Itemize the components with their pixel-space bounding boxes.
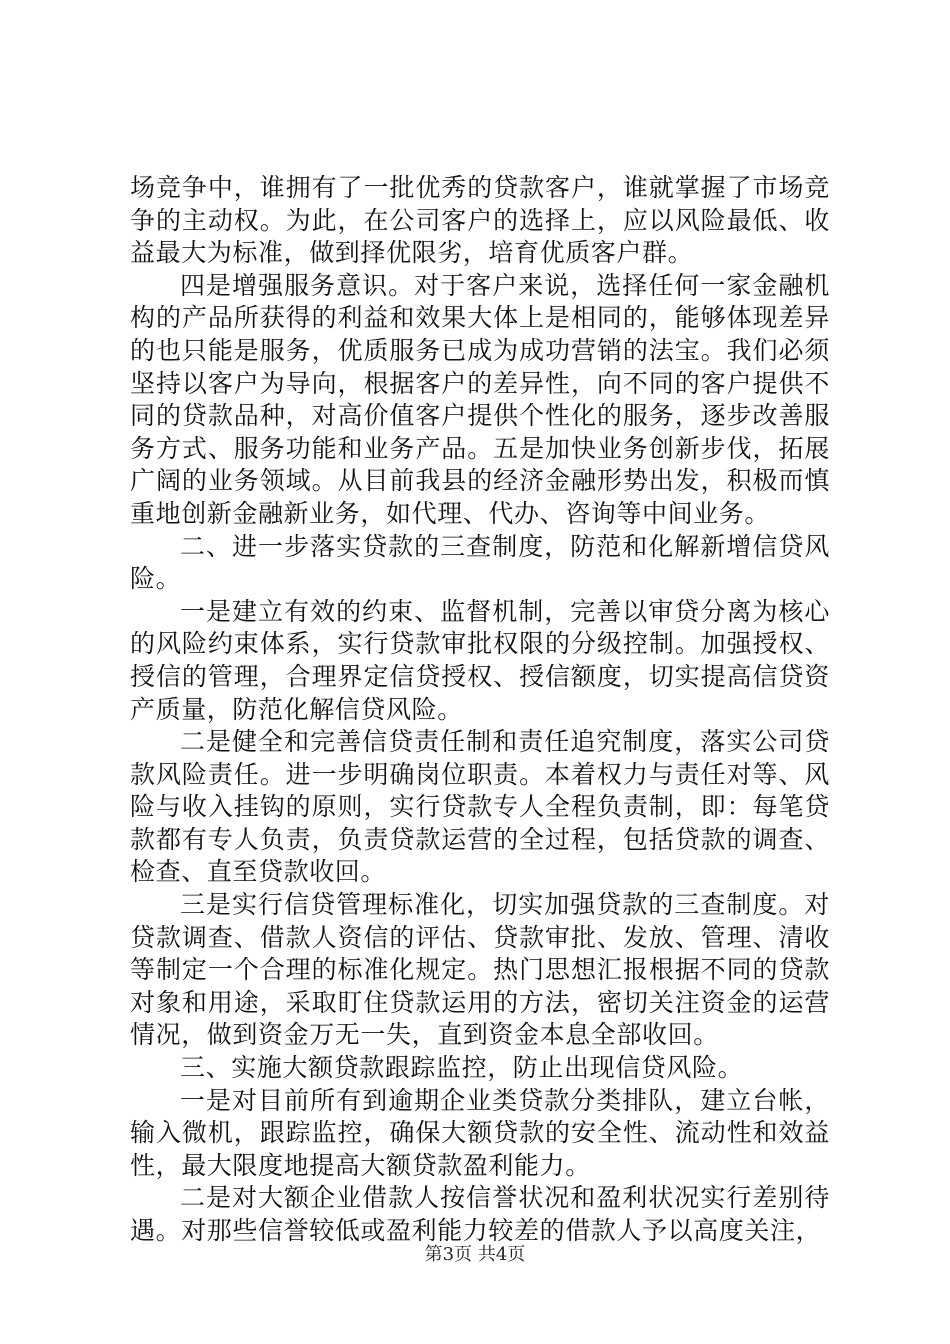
paragraph-6: 一是对目前所有到逾期企业类贷款分类排队，建立台帐，输入微机，跟踪监控，确保大额贷款的安全性、流动性和效益性，最大限度地提高大额贷款盈利能力。 — [130, 1085, 830, 1180]
paragraph-2: 四是增强服务意识。对于客户来说，选择任何一家金融机构的产品所获得的利益和效果大体上是相同的，能够体现差异的也只能是服务，优质服务已成为成功营销的法宝。我们必须坚持以客户为导向，根据客户的差异性，向不同的客户提供不同的贷款品种，对高价值客户提供个性化的服务，逐步改善服务方式、服务功能和业务产品。五是加快业务创新步伐，拓展广阔的业务领域。从目前我县的经济金融形势出发，积极而慎重地创新金融新业务，如代理、代办、咨询等中间业务。 — [130, 270, 830, 528]
paragraph-5: 三是实行信贷管理标准化，切实加强贷款的三查制度。对贷款调查、借款人资信的评估、贷款审批、发放、管理、清收等制定一个合理的标准化规定。热门思想汇报根据不同的贷款对象和用途，采取盯住贷款运用的方法，密切关注资金的运营情况，做到资金万无一失，直到资金本息全部收回。 — [130, 890, 830, 1050]
section-heading-2: 二、进一步落实贷款的三查制度，防范和化解新增信贷风险。 — [130, 531, 830, 594]
page-number-footer: 第3页 共4页 — [424, 1244, 526, 1265]
paragraph-1: 场竞争中，谁拥有了一批优秀的贷款客户，谁就掌握了市场竞争的主动权。为此，在公司客户的选择上，应以风险最低、收益最大为标准，做到择优限劣，培育优质客户群。 — [130, 173, 830, 268]
paragraph-4: 二是健全和完善信贷责任制和责任追究制度，落实公司贷款风险责任。进一步明确岗位职责。本着权力与责任对等、风险与收入挂钩的原则，实行贷款专人全程负责制，即：每笔贷款都有专人负责，负责贷款运营的全过程，包括贷款的调查、检查、直至贷款收回。 — [130, 727, 830, 887]
paragraph-7: 二是对大额企业借款人按信誉状况和盈利状况实行差别待遇。对那些信誉较低或盈利能力较差的借款人予以高度关注， — [130, 1183, 830, 1245]
section-heading-3: 三、实施大额贷款跟踪监控，防止出现信贷风险。 — [180, 1053, 744, 1083]
paragraph-3: 一是建立有效的约束、监督机制，完善以审贷分离为核心的风险约束体系，实行贷款审批权限的分级控制。加强授权、授信的管理，合理界定信贷授权、授信额度，切实提高信贷资产质量，防范化解信贷风险。 — [130, 596, 830, 724]
document-body — [130, 172, 830, 1248]
